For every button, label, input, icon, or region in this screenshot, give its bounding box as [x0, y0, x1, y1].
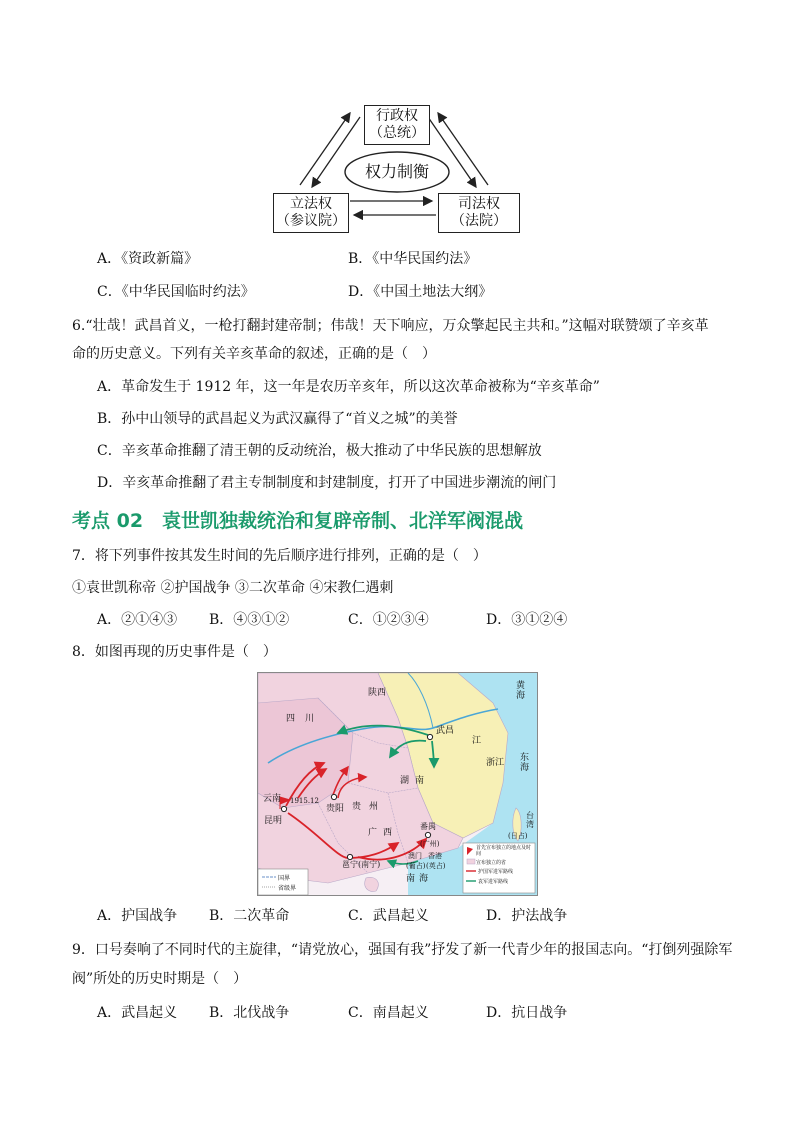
judicial-power-label: 司法权: [458, 196, 500, 212]
legend-province: 省级界: [278, 885, 297, 892]
diagram-center-label: 权力制衡: [364, 162, 429, 181]
q9-option-d[interactable]: D．抗日战争: [486, 1005, 568, 1021]
label-kunming: 昆明: [264, 816, 283, 826]
legend-border: 国界: [278, 875, 291, 882]
executive-power-sublabel: （总统）: [369, 125, 425, 141]
q5-option-c[interactable]: C．《中华民国临时约法》: [97, 284, 255, 300]
q7-option-d[interactable]: D．③①②④: [486, 612, 568, 628]
q7-stem: 7．将下列事件按其发生时间的先后顺序进行排列，正确的是（ ）: [72, 548, 487, 564]
q5-option-b[interactable]: B．《中华民国约法》: [348, 251, 478, 267]
q8-stem: 8．如图再现的历史事件是（ ）: [72, 644, 277, 660]
q6-option-c[interactable]: C．辛亥革命推翻了清王朝的反动统治，极大推动了中华民族的思想解放: [97, 443, 542, 459]
q5-option-a[interactable]: A．《资政新篇》: [97, 251, 199, 267]
label-shaanxi: 陕西: [368, 688, 387, 698]
executive-power-label: 行政权: [376, 108, 418, 124]
label-yunnan: 云南: [263, 794, 282, 804]
q8-option-d[interactable]: D．护法战争: [486, 908, 568, 924]
label-xianggang-note: (英占): [426, 862, 446, 870]
label-guangxi: 广西: [368, 828, 399, 838]
q5-option-d[interactable]: D．《中国土地法大纲》: [348, 284, 493, 300]
label-zhejiang: 浙江: [486, 758, 505, 768]
q7-option-c[interactable]: C．①②③④: [348, 612, 429, 628]
legislative-power-box: [273, 193, 349, 233]
label-jiangxi: 江: [472, 736, 482, 746]
legislative-power-sublabel: （参议院）: [276, 213, 346, 229]
label-guizhou: 贵州: [352, 802, 387, 812]
q6-stem-line2: 命的历史意义。下列有关辛亥革命的叙述，正确的是（ ）: [72, 346, 436, 362]
legislative-power-label: 立法权: [290, 196, 332, 212]
kunming-dot: [281, 806, 286, 811]
label-guiyang: 贵阳: [326, 804, 345, 814]
legend-flag: 首先宣布独立的地点及时间: [476, 845, 532, 857]
q9-option-a[interactable]: A．武昌起义: [97, 1005, 178, 1021]
label-xianggang: 香港: [428, 852, 442, 860]
guiyang-dot: [331, 794, 336, 799]
q6-stem-line1: 6.“壮哉！武昌首义，一枪打翻封建帝制；伟哉！天下响应，万众擎起民主共和。”这幅对联赞颂了辛亥革: [72, 318, 709, 334]
q9-option-b[interactable]: B．北伐战争: [209, 1005, 290, 1021]
q6-option-b[interactable]: B．孙中山领导的武昌起义为武汉赢得了“首义之城”的美誉: [97, 411, 458, 427]
q7-option-a[interactable]: A．②①④③: [97, 612, 178, 628]
q8-option-a[interactable]: A．护国战争: [97, 908, 178, 924]
q6-option-d[interactable]: D．辛亥革命推翻了君主专制制度和封建制度，打开了中国进步潮流的闸门: [97, 475, 557, 491]
label-huanghai: 黄海: [516, 681, 526, 701]
panyu-dot: [425, 832, 430, 837]
q7-option-b[interactable]: B．④③①②: [209, 612, 290, 628]
label-sichuan: 四川: [286, 714, 325, 724]
label-nanhai: 南海: [406, 874, 433, 884]
label-wuchang: 武昌: [436, 726, 455, 736]
label-kunming-date: 1915.12: [290, 797, 319, 805]
q8-option-c[interactable]: C．武昌起义: [348, 908, 429, 924]
power-balance-diagram: [270, 105, 530, 235]
label-panyu: 番禺: [420, 822, 436, 831]
label-aomen-note: (葡占): [406, 862, 426, 870]
label-taiwan: 台湾: [526, 811, 534, 829]
judicial-power-sublabel: （法院）: [451, 213, 507, 229]
label-yongning: 邕宁(南宁): [342, 860, 381, 869]
executive-power-box: [364, 105, 430, 145]
section-heading: 考点 02 袁世凯独裁统治和复辟帝制、北洋军阀混战: [72, 510, 524, 532]
wuchang-dot: [427, 734, 432, 739]
label-hunan: 湖南: [400, 776, 431, 786]
q8-option-b[interactable]: B．二次革命: [209, 908, 290, 924]
label-donghai: 东海: [520, 753, 530, 773]
legend-red: 护国军进军路线: [478, 869, 514, 875]
legend-green: 袁军进军路线: [478, 879, 509, 885]
historical-map: [257, 672, 538, 896]
legend-declare: 宣布独立的省: [476, 860, 507, 866]
q9-stem-line2: 阀”所处的历史时期是（ ）: [72, 971, 248, 987]
label-taiwan-note: (日占): [508, 832, 528, 840]
q9-stem-line1: 9．口号奏响了不同时代的主旋律，“请党放心，强国有我”抒发了新一代青少年的报国志向。“打倒列强除军: [72, 942, 733, 958]
label-aomen: 澳门: [408, 852, 422, 860]
q7-events: ①袁世凯称帝 ②护国战争 ③二次革命 ④宋教仁遇刺: [72, 580, 394, 596]
q9-option-c[interactable]: C．南昌起义: [348, 1005, 429, 1021]
q6-option-a[interactable]: A．革命发生于 1912 年，这一年是农历辛亥年，所以这次革命被称为“辛亥革命”: [97, 379, 600, 395]
judicial-power-box: [438, 193, 520, 233]
label-panyu-note: (广州): [420, 840, 440, 848]
